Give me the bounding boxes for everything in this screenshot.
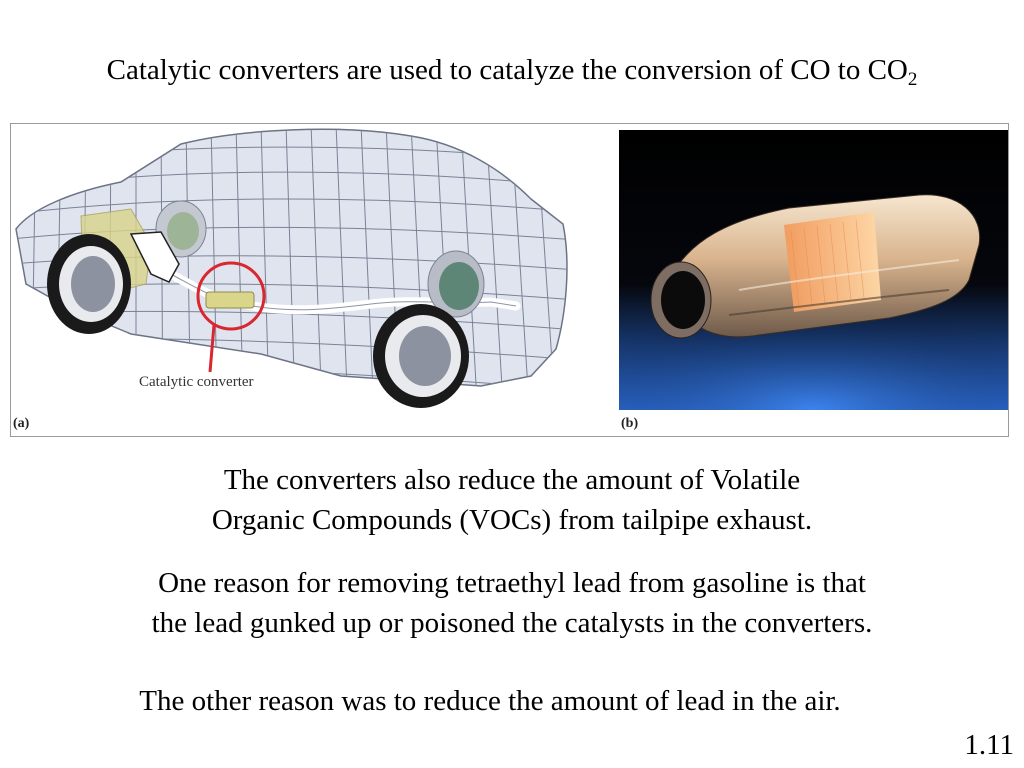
page-number: 1.11 bbox=[964, 729, 1014, 761]
panel-a-label: (a) bbox=[13, 416, 30, 431]
title-subscript: 2 bbox=[907, 69, 918, 90]
paragraph-lead-poisoning bbox=[0, 563, 1024, 643]
paragraph-lead-line-1: One reason for removing tetraethyl lead from gasoline is that bbox=[158, 567, 866, 599]
paragraph-vocs-line-1: The converters also reduce the amount of Volatile bbox=[223, 464, 801, 496]
catalytic-converter-figure bbox=[10, 123, 1009, 437]
panel-b-label: (b) bbox=[621, 416, 639, 431]
paragraph-vocs-line-2: Organic Compounds (VOCs) from tailpipe exhaust. bbox=[211, 504, 813, 536]
paragraph-lead-line-2: the lead gunked up or poisoned the catalysts in the converters. bbox=[151, 607, 873, 639]
callout-label: Catalytic converter bbox=[139, 374, 254, 390]
catalytic-converter-photo bbox=[619, 130, 1008, 410]
car-wireframe-illustration bbox=[11, 124, 601, 436]
paragraph-vocs bbox=[0, 460, 1024, 540]
paragraph-lead-air: The other reason was to reduce the amount of lead in the air. bbox=[139, 685, 841, 717]
slide-title bbox=[0, 52, 1024, 88]
slide-title-text: Catalytic converters are used to catalyze the conversion of CO to CO bbox=[106, 54, 908, 86]
